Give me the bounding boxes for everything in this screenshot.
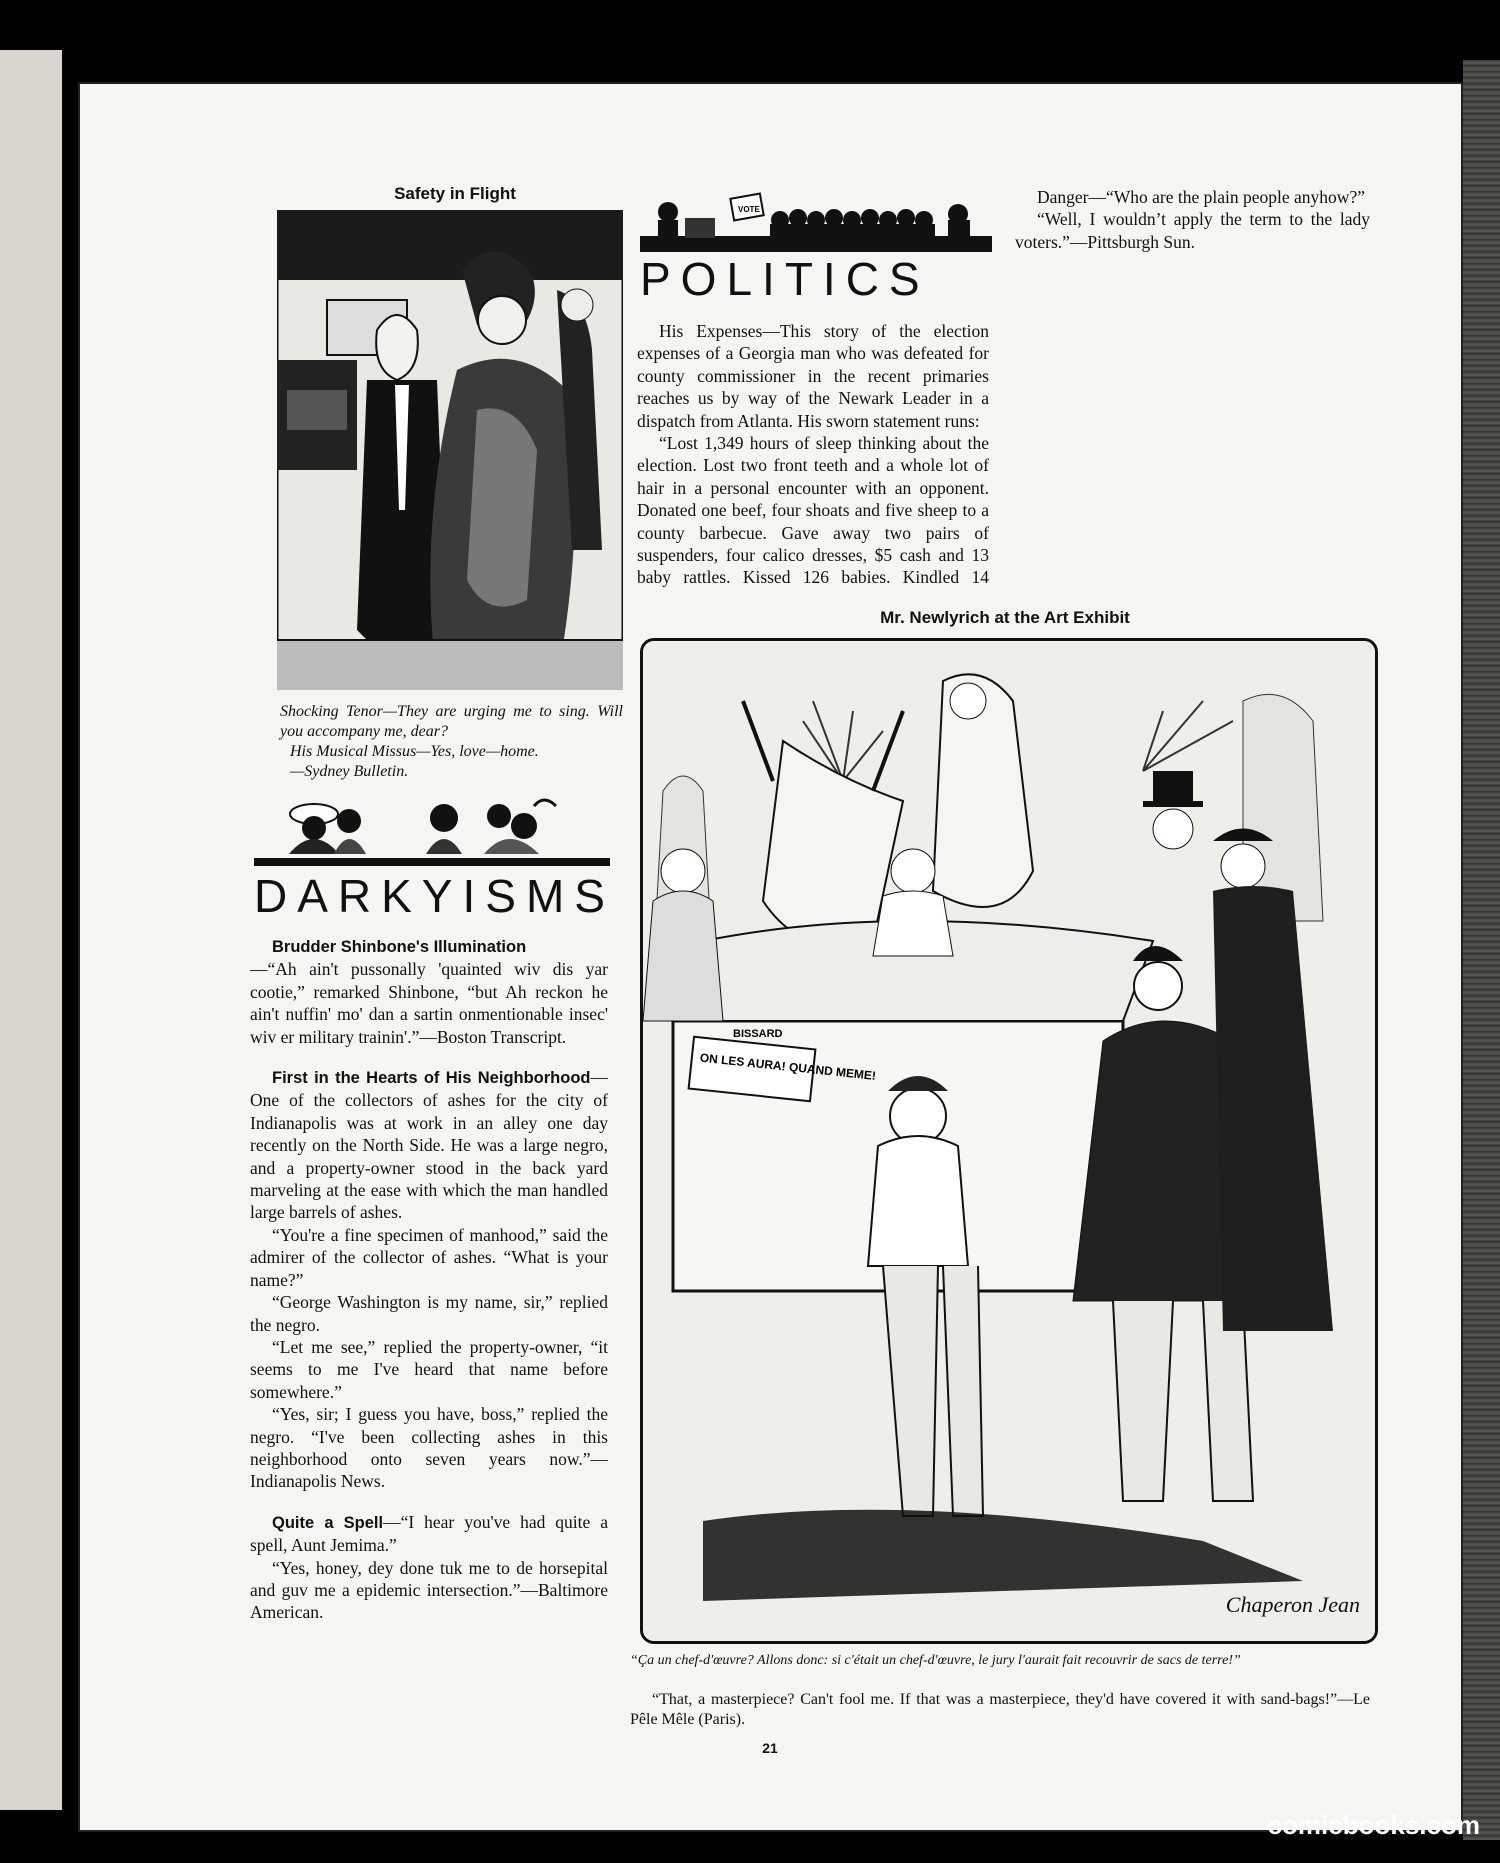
book-spine [1463, 60, 1500, 1840]
darkyisms-figures-illustration [254, 796, 610, 862]
darkyisms-rule [254, 858, 610, 866]
safety-caption-3: —Sydney Bulletin. [290, 763, 409, 780]
politics-header-art [640, 190, 992, 252]
spell-p2: “Yes, honey, dey done tuk me to de horsepital and guv me a epidemic intersection.”—Baltimore American. [250, 1557, 608, 1623]
exhibit-title: Mr. Newlyrich at the Art Exhibit [880, 608, 1130, 627]
politics-p3: Danger—“Who are the plain people anyhow?” [1037, 187, 1365, 207]
cartoon-signature: Chaperon Jean [1225, 1592, 1360, 1617]
exhibit-cartoon [640, 638, 1378, 1644]
neighborhood-title: First in the Hearts of His Neighborhood [272, 1069, 591, 1088]
politics-heading: POLITICS [640, 253, 930, 305]
exhibit-caption-fr: “Ça un chef-d'œuvre? Allons donc: si c'était un chef-d'œuvre, le jury l'aurait fait recouvrir de sacs de terre!” [630, 1653, 1241, 1668]
politics-column-1 [637, 320, 989, 590]
plinth-text: ON LES AURA! QUAND MEME! [699, 1050, 877, 1083]
politics-crowd-illustration [640, 190, 992, 252]
left-page-edge [0, 50, 62, 1810]
darkyisms-heading: DARKYISMS [254, 870, 615, 922]
politics-sign: VOTE [738, 205, 760, 214]
neighborhood-p4: “Let me see,” replied the property-owner, “it seems to me I've heard that name before somewhere.” [250, 1336, 608, 1402]
page-number: 21 [762, 1740, 778, 1756]
safety-caption-1: Shocking Tenor—They are urging me to sing. Will you accompany me, dear? [280, 703, 623, 740]
neighborhood-p5: “Yes, sir; I guess you have, boss,” replied the negro. “I've been collecting ashes in this neighborhood onto seven years now.”—Indianapolis News. [250, 1404, 608, 1492]
safety-caption-2: His Musical Missus—Yes, love—home. [290, 743, 539, 760]
safety-cartoon [277, 210, 623, 690]
plinth-label: BISSARD [733, 1028, 783, 1040]
exhibit-illustration [643, 641, 1375, 1641]
darkyisms-header-art [254, 796, 610, 862]
politics-column-2 [1015, 186, 1370, 253]
neighborhood-p2: “You're a fine specimen of manhood,” said the admirer of the collector of ashes. “What is your name?” [250, 1224, 608, 1290]
safety-caption [280, 702, 623, 782]
safety-illustration [277, 210, 623, 690]
spell-body: —“I hear you've had quite a spell, Aunt Jemima.” [250, 1511, 608, 1556]
darkyisms-column [250, 935, 608, 1624]
watermark: comicbooks.com [1267, 1810, 1480, 1840]
politics-p1: His Expenses—This story of the election expenses of a Georgia man who was defeated for county commissioner in the recent primaries reaches us by way of the Newark Leader in a dispatch from Atlanta. His sworn statement runs: [637, 321, 989, 431]
neighborhood-body: —One of the collectors of ashes for the city of Indianapolis was at work in an alley one day recently on the North Side. He was a large negro, and a property-owner stood in the back yard marveling at the ease with which the man handled large barrels of ashes. [250, 1067, 608, 1223]
shinbone-body: —“Ah ain't pussonally 'quainted wiv dis yar cootie,” remarked Shinbone, “but Ah reckon he ain't nuffin' mo' dan a sartin onmentionable insec' wiv er military trainin'.”—Boston Transcript. [250, 959, 608, 1047]
politics-p4: “Well, I wouldn’t apply the term to the lady voters.”—Pittsburgh Sun. [1015, 209, 1370, 252]
neighborhood-p3: “George Washington is my name, sir,” replied the negro. [250, 1292, 608, 1335]
safety-title: Safety in Flight [394, 184, 516, 203]
shinbone-title: Brudder Shinbone's Illumination [272, 938, 527, 956]
exhibit-caption-en [630, 1690, 1370, 1730]
spell-title: Quite a Spell [272, 1513, 384, 1532]
exhibit-caption-en-text: “That, a masterpiece? Can't fool me. If that was a masterpiece, they'd have covered it with sand-bags!”—Le Pêle Mêle (Paris). [630, 1691, 1370, 1728]
politics-p2-part1: “Lost 1,349 hours of sleep thinking about the election. Lost two front teeth and a whole lot of hair in a personal encounter with an opponent. Donated one beef, four shoats and five sheep to a county barbecue. Gave away two pairs of suspenders, four calico dresses, $5 cash and 13 baby rattles. Kissed 126 babies. Kindled 14 [637, 433, 989, 588]
